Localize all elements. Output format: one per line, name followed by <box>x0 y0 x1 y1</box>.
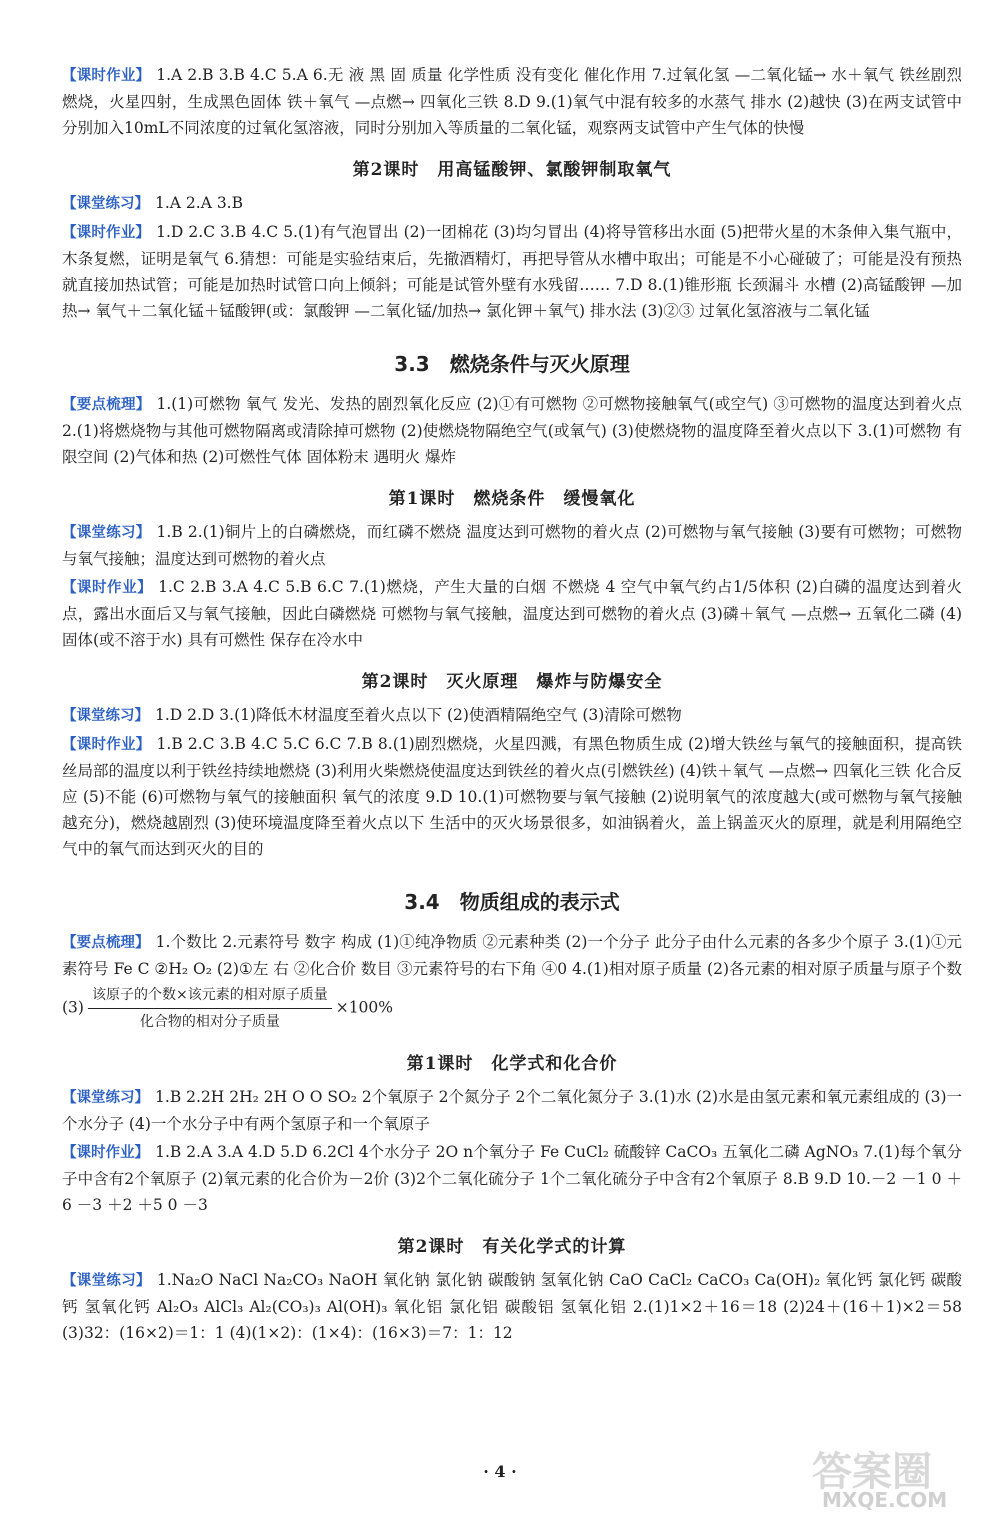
lesson-heading-combustion: 第1课时 燃烧条件 缓慢氧化 <box>388 489 636 509</box>
paragraph-text: 1.B 2.C 3.B 4.C 5.C 6.C 7.B 8.(1)剧烈燃烧，火星四溅，有黑色物质生成 (2)增大铁丝与氧气的接触面积，提高铁丝局部的温度以利于铁丝持续地燃烧 (3)利用火柴燃烧使温度达到铁丝的着火点(引燃铁丝) (4)铁＋氧气 —点燃→ 四氧化三铁 化合反应 (5)不能 (6)可燃物与氧气的接触面积 氧气的浓度 9.D 10.(1)可燃物要与氧气接触 (2)说明氧气的浓度越大(或可燃物与氧气接触越充分)，燃烧越剧烈 (3)使环境温度降至着火点以下 生活中的灭火场景很多，如油锅着火，盖上锅盖灭火的原理，就是利用隔绝空气中的氧气而达到灭火的目的 <box>62 735 962 858</box>
paragraph-text: 1.C 2.B 3.A 4.C 5.B 6.C 7.(1)燃烧，产生大量的白烟 不燃烧 4 空气中氧气约占1/5体积 (2)白磷的温度达到着火点，露出水面后又与氧气接触，因此白磷燃烧 可燃物与氧气接触，温度达到可燃物的着火点 (3)磷＋氧气 —点燃→ 五氧化二磷 (4)固体(或不溶于水) 具有可燃性 保存在冷水中 <box>62 578 962 649</box>
section-tag: 【课时作业】 <box>62 737 151 753</box>
paragraph-text: 1.(1)可燃物 氧气 发光、发热的剧烈氧化反应 (2)①有可燃物 ②可燃物接触氧气(或空气) ③可燃物的温度达到着火点 2.(1)将燃烧物与其他可燃物隔离或清除掉可燃物 (2)使燃烧物隔绝空气(或氧气) (3)使燃烧物的温度降至着火点以下 3.(1)可燃物 有限空间 (2)气体和热 (2)可燃性气体 固体粉末 遇明火 爆炸 <box>62 395 963 466</box>
section-tag: 【课堂练习】 <box>62 196 149 212</box>
watermark-url: MXQE.COM <box>822 1488 948 1512</box>
paragraph-text: 1.D 2.C 3.B 4.C 5.(1)有气泡冒出 (2)一团棉花 (3)均匀冒出 (4)将导管移出水面 (5)把带火星的木条伸入集气瓶中，木条复燃，证明是氧气 6.猜想：可能是实验结束后，先撤酒精灯，再把导管从水槽中取出；可能是不小心碰破了；可能是没有预热就直接加热试管；可能是加热时试管口向上倾斜；可能是试管外壁有水残留…… 7.D 8.(1)锥形瓶 长颈漏斗 水槽 (2)高锰酸钾 —加热→ 氧气＋二氧化锰＋锰酸钾(或：氯酸钾 —二氧化锰/加热→ 氯化钾＋氧气) 排水法 (3)②③ 过氧化氢溶液与二氧化锰 <box>62 223 962 320</box>
section-tag: 【课堂练习】 <box>62 1090 150 1106</box>
watermark-title: 答案圈 <box>812 1449 932 1495</box>
section-tag: 【要点梳理】 <box>62 397 151 413</box>
paragraph-text: 1.B 2.A 3.A 4.D 5.D 6.2Cl 4个水分子 2O n个氧分子 Fe CuCl₂ 硫酸锌 CaCO₃ 五氧化二磷 AgNO₃ 7.(1)每个氧分子中含有2个氧原子 (2)氧元素的化合价为－2价 (3)2个二氧化硫分子 1个二氧化硫分子中含有2个氧原子 8.B 9.D 10.－2 －1 0 ＋6 －3 ＋2 ＋5 0 －3 <box>62 1143 963 1214</box>
page-number: · 4 · <box>483 1462 517 1481</box>
paragraph-homework-2 <box>62 219 962 324</box>
paragraph-text: 1.A 2.B 3.B 4.C 5.A 6.无 液 黑 固 质量 化学性质 没有变化 催化作用 7.过氧化氢 —二氧化锰→ 水＋氧气 铁丝剧烈燃烧，火星四射，生成黑色固体 铁＋氧气 —点燃→ 四氧化三铁 8.D 9.(1)氧气中混有较多的水蒸气 排水 (2)越快 (3)在两支试管中分别加入10mL不同浓度的过氧化氢溶液，同时分别加入等质量的二氧化锰，观察两支试管中产生气体的快慢 <box>62 66 963 137</box>
section-heading-3-4: 3.4 物质组成的表示式 <box>404 890 620 914</box>
paragraph-key-points-3-3 <box>62 391 962 470</box>
fraction-tail: ×100% <box>335 998 394 1017</box>
paragraph-text: 1.A 2.A 3.B <box>155 194 243 212</box>
paragraph-text: 1.个数比 2.元素符号 数字 构成 (1)①纯净物质 ②元素种类 (2)一个分子 此分子由什么元素的各多少个原子 3.(1)①元素符号 Fe C ②H₂ O₂ (2)①左 右 ②化合价 数目 ③元素符号的右下角 ④0 4.(1)相对原子质量 (2)各元素的相对原子质量与原子个数 (3) <box>62 933 963 1017</box>
watermark-logo <box>812 1440 992 1514</box>
section-tag: 【课堂练习】 <box>62 1273 151 1289</box>
paragraph-text: 1.D 2.D 3.(1)降低木材温度至着火点以下 (2)使酒精隔绝空气 (3)清除可燃物 <box>155 706 682 724</box>
lesson-heading-2: 第2课时 用高锰酸钾、氯酸钾制取氧气 <box>352 160 672 180</box>
paragraph-practice-extinguish <box>62 702 962 729</box>
paragraph-text: 1.B 2.(1)铜片上的白磷燃烧，而红磷不燃烧 温度达到可燃物的着火点 (2)可燃物与氧气接触 (3)要有可燃物；可燃物与氧气接触；温度达到可燃物的着火点 <box>62 523 963 568</box>
answer-page <box>62 62 962 1348</box>
lesson-heading-formula: 第1课时 化学式和化合价 <box>406 1054 618 1074</box>
paragraph-homework-extinguish <box>62 731 962 862</box>
mass-fraction-formula <box>88 982 332 1035</box>
section-tag: 【要点梳理】 <box>62 935 150 951</box>
paragraph-homework-1 <box>62 62 962 141</box>
fraction-denominator: 化合物的相对分子质量 <box>139 1014 280 1030</box>
paragraph-homework-combustion <box>62 574 962 653</box>
paragraph-text: 1.Na₂O NaCl Na₂CO₃ NaOH 氧化钠 氯化钠 碳酸钠 氢氧化钠 CaO CaCl₂ CaCO₃ Ca(OH)₂ 氧化钙 氯化钙 碳酸钙 氢氧化钙 Al₂O₃ AlCl₃ Al₂(CO₃)₃ Al(OH)₃ 氧化铝 氯化铝 碳酸铝 氢氧化铝 2.(1)1×2＋16＝18 (2)24＋(16＋1)×2＝58 (3)32：(16×2)＝1：1 (4)(1×2)：(1×4)：(16×3)＝7：1：12 <box>62 1271 962 1342</box>
section-tag: 【课时作业】 <box>62 580 153 596</box>
paragraph-practice-formula <box>62 1084 962 1137</box>
section-heading-3-3: 3.3 燃烧条件与灭火原理 <box>394 352 630 376</box>
section-tag: 【课堂练习】 <box>62 525 151 541</box>
lesson-heading-extinguish: 第2课时 灭火原理 爆炸与防爆安全 <box>361 672 663 692</box>
section-tag: 【课堂练习】 <box>62 708 149 724</box>
section-tag: 【课时作业】 <box>62 1145 150 1161</box>
paragraph-key-points-3-4 <box>62 929 962 1035</box>
fraction-numerator: 该原子的个数×该元素的相对原子质量 <box>88 982 332 1009</box>
section-tag: 【课时作业】 <box>62 68 151 84</box>
section-tag: 【课时作业】 <box>62 225 151 241</box>
paragraph-text: 1.B 2.2H 2H₂ 2H O O SO₂ 2个氧原子 2个氮分子 2个二氧化氮分子 3.(1)水 (2)水是由氢元素和氧元素组成的 (3)一个水分子 (4)一个水分子中有两个氢原子和一个氧原子 <box>62 1088 963 1133</box>
paragraph-practice <box>62 190 962 217</box>
paragraph-practice-combustion <box>62 519 962 572</box>
paragraph-practice-calculation <box>62 1267 962 1346</box>
lesson-heading-calculation: 第2课时 有关化学式的计算 <box>397 1237 627 1257</box>
paragraph-homework-formula <box>62 1139 962 1218</box>
